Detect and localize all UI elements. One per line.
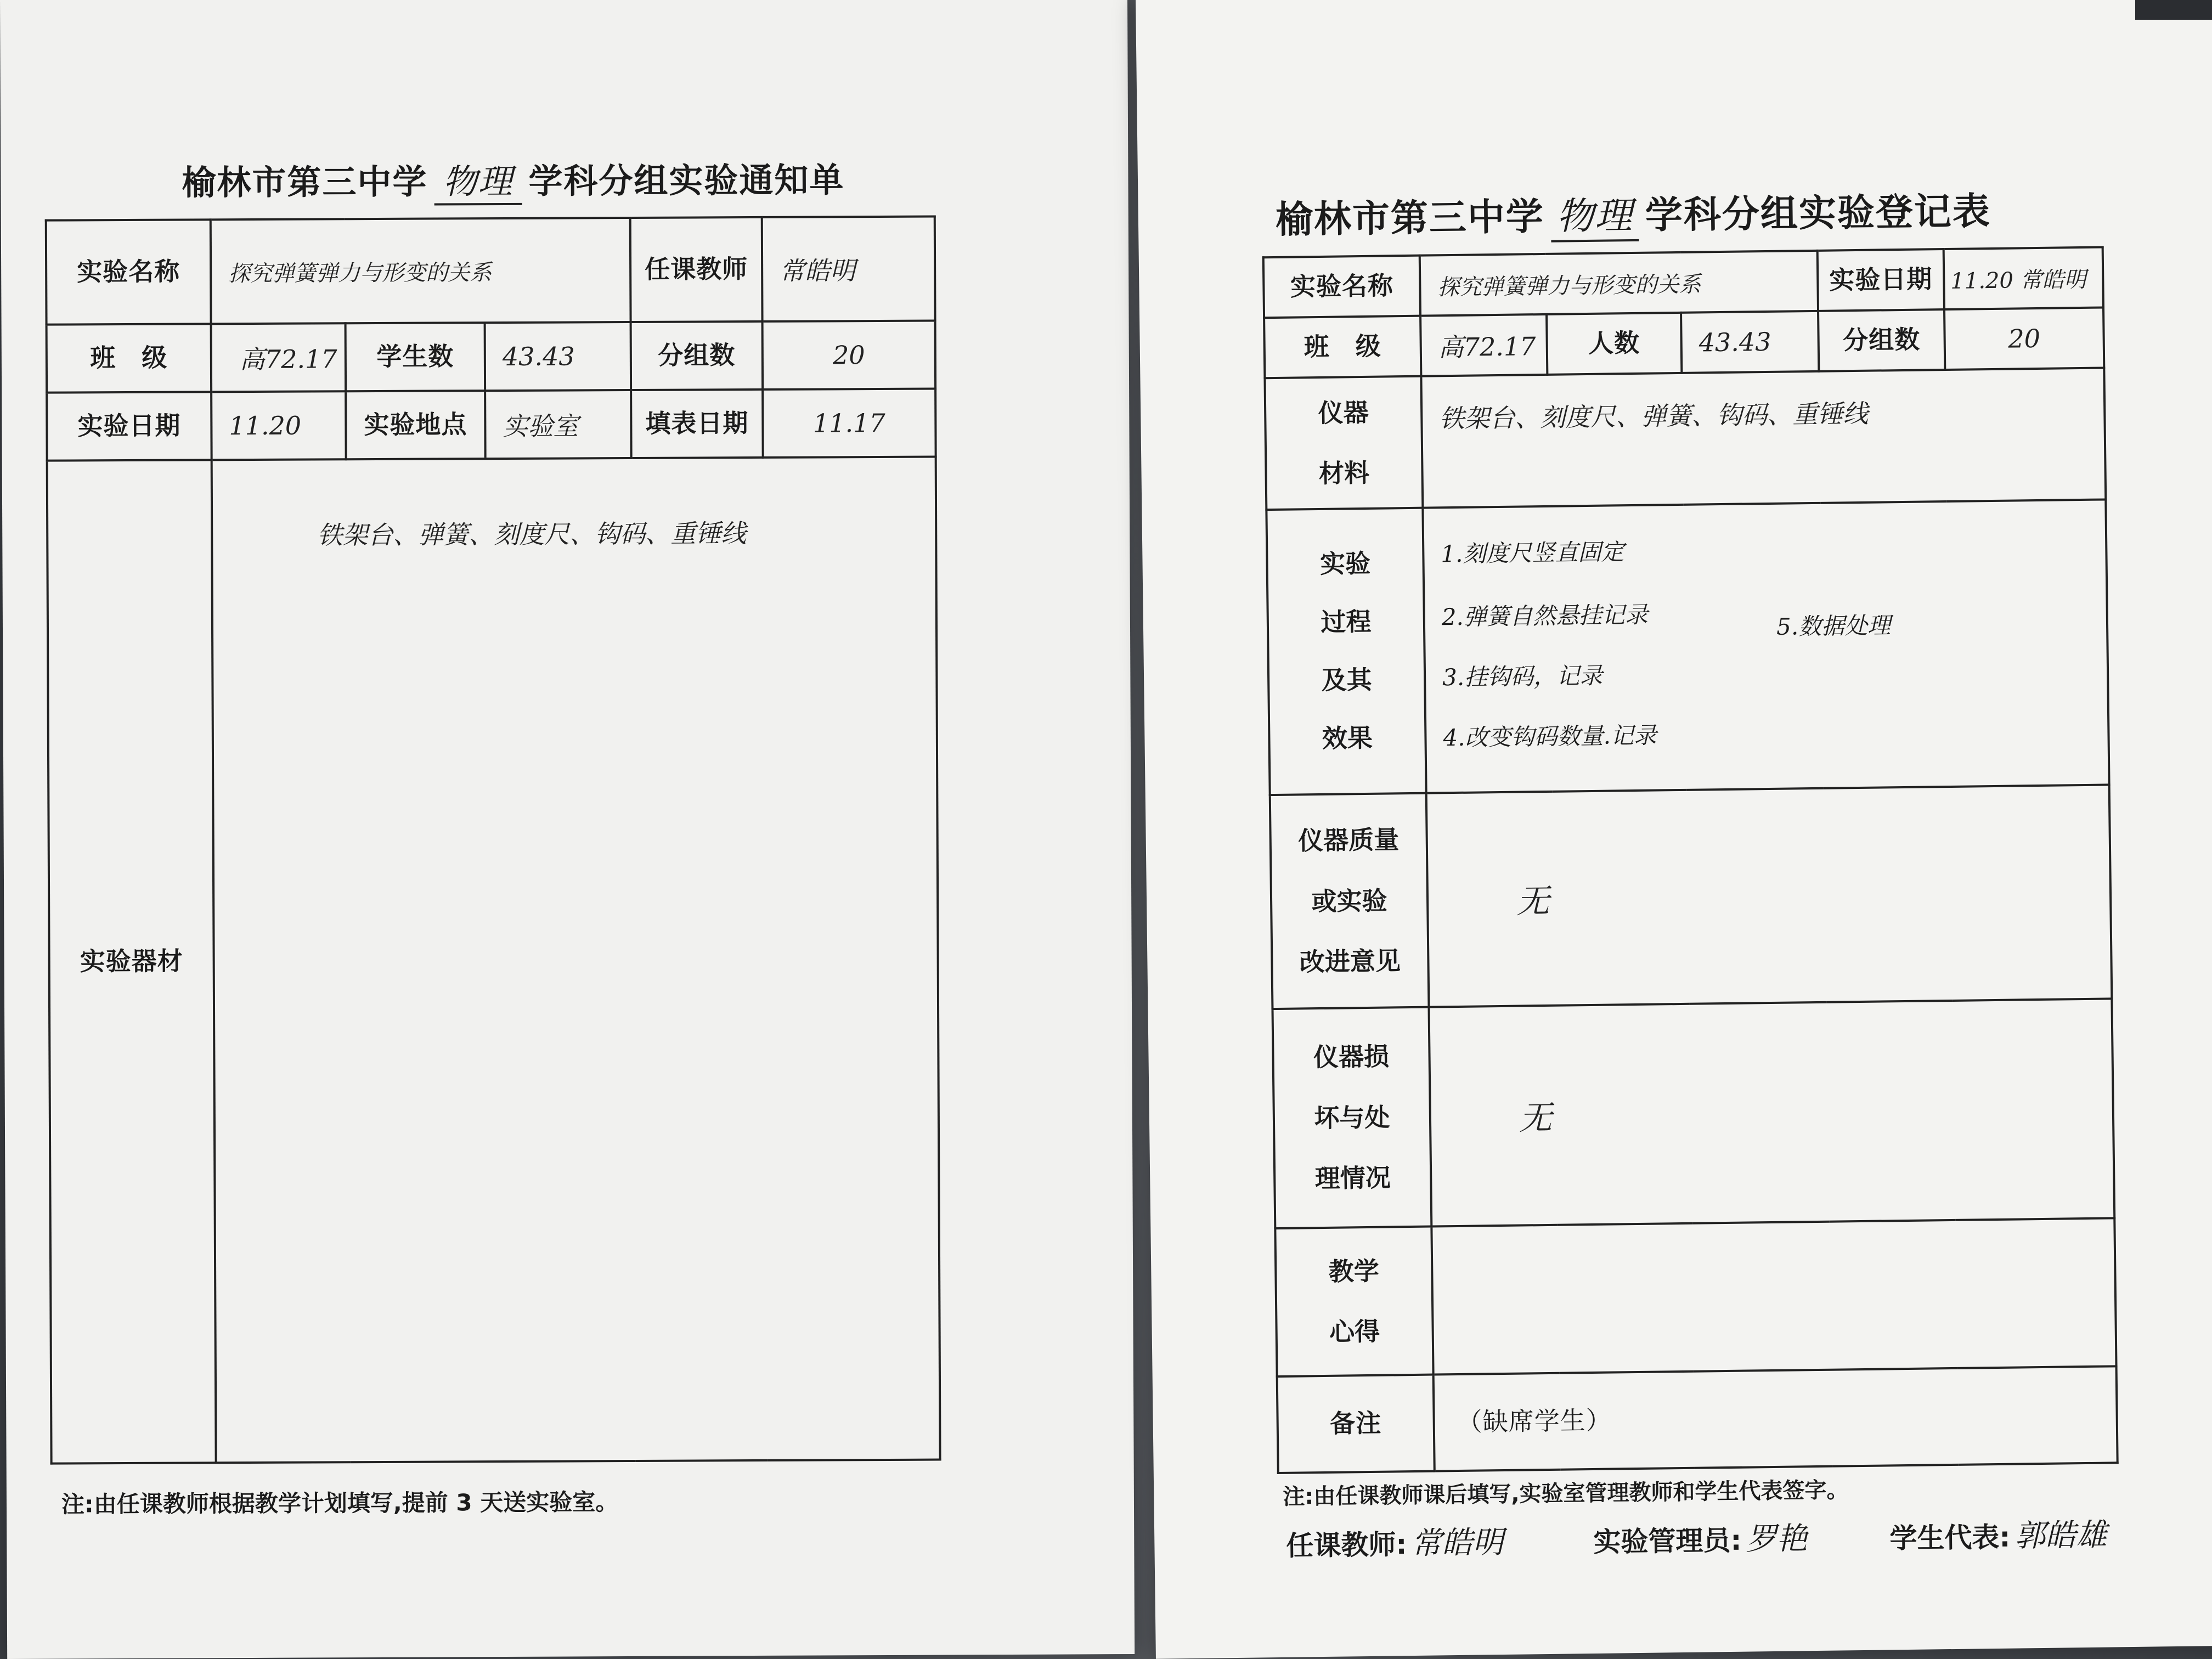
label-teacher: 任课教师 <box>630 217 763 322</box>
label-class: 班 级 <box>1264 316 1421 378</box>
value-groups: 20 <box>763 321 936 390</box>
register-footnote: 注:由任课教师课后填写,实验室管理教师和学生代表签字。 <box>1283 1477 1849 1510</box>
register-table <box>1262 246 2119 1474</box>
value-students: 43.43 <box>502 341 575 372</box>
signature-teacher-name: 常皓明 <box>1411 1525 1504 1562</box>
signature-student-label: 学生代表: <box>1889 1521 2011 1555</box>
notice-title <box>182 153 844 206</box>
value-damage: 无 <box>1429 998 2114 1226</box>
label-date: 实验日期 <box>47 392 212 460</box>
label-teaching-line2: 心得 <box>1329 1316 1380 1347</box>
label-materials: 实验器材 <box>47 460 216 1463</box>
label-teaching <box>1275 1227 1433 1376</box>
label-damage-line2: 坏与处 <box>1314 1102 1390 1133</box>
process-step-1: 1.刻度尺竖直固定 <box>1441 538 1624 568</box>
label-quality-line1: 仪器质量 <box>1297 825 1400 856</box>
value-experiment-name: 探究弹簧弹力与形变的关系 <box>211 218 631 324</box>
signature-admin-label: 实验管理员: <box>1593 1524 1742 1559</box>
notice-title-prefix: 榆林市第三中学 <box>182 161 428 203</box>
label-people: 人数 <box>1547 313 1681 375</box>
value-class: 高72.17 <box>239 344 337 375</box>
label-quality-line2: 或实验 <box>1311 885 1387 917</box>
notice-title-suffix: 学科分组实验通知单 <box>528 160 845 201</box>
label-equipment-line2: 材料 <box>1318 458 1370 488</box>
value-teacher: 常皓明 <box>762 217 935 321</box>
value-remarks: （缺席学生） <box>1434 1366 2118 1471</box>
label-process-line2: 过程 <box>1321 607 1372 637</box>
label-students: 学生数 <box>347 324 487 390</box>
background-corner <box>2135 0 2212 20</box>
process-steps <box>1423 499 2109 793</box>
label-groups: 分组数 <box>631 321 763 390</box>
value-place: 实验室 <box>503 411 579 442</box>
value-groups: 20 <box>1944 307 2104 370</box>
value-teaching <box>1431 1218 2116 1374</box>
label-process-line1: 实验 <box>1319 549 1371 579</box>
value-quality: 无 <box>1426 785 2112 1007</box>
label-teaching-line1: 教学 <box>1328 1256 1380 1286</box>
label-experiment-name: 实验名称 <box>1263 256 1420 318</box>
label-process-line4: 效果 <box>1322 723 1373 753</box>
signature-student <box>1889 1511 2107 1558</box>
label-process-line3: 及其 <box>1321 664 1372 695</box>
label-equipment-line1: 仪器 <box>1318 397 1369 428</box>
label-experiment-name: 实验名称 <box>46 219 211 324</box>
process-step-4: 4.改变钩码数量.记录 <box>1443 721 1657 752</box>
register-sheet <box>1136 0 2212 1659</box>
label-place: 实验地点 <box>347 392 487 458</box>
register-subject: 物理 <box>1550 186 1639 242</box>
signature-teacher <box>1286 1518 1504 1565</box>
label-remarks: 备注 <box>1277 1375 1435 1473</box>
label-damage-line1: 仪器损 <box>1313 1041 1390 1073</box>
signature-admin-name: 罗艳 <box>1745 1521 1808 1558</box>
register-title-prefix: 榆林市第三中学 <box>1275 195 1545 242</box>
notice-table <box>45 216 941 1465</box>
value-class: 高72.17 <box>1420 314 1547 376</box>
value-experiment-name: 探究弹簧弹力与形变的关系 <box>1420 251 1818 316</box>
label-groups: 分组数 <box>1818 309 1945 371</box>
label-damage-line3: 理情况 <box>1314 1163 1391 1194</box>
label-class: 班 级 <box>47 324 212 392</box>
label-quality-line3: 改进意见 <box>1299 946 1401 977</box>
process-step-3: 3.挂钩码，记录 <box>1442 662 1603 691</box>
value-people: 43.43 <box>1681 311 1819 373</box>
label-fill-date: 填表日期 <box>631 390 763 458</box>
value-date: 11.20 <box>211 391 346 460</box>
signature-teacher-label: 任课教师: <box>1286 1528 1407 1562</box>
label-quality <box>1270 793 1429 1009</box>
label-date: 实验日期 <box>1818 249 1944 311</box>
register-title <box>1275 182 1991 246</box>
value-materials: 铁架台、弹簧、刻度尺、钩码、重锤线 <box>317 518 747 550</box>
register-title-suffix: 学科分组实验登记表 <box>1645 189 1991 238</box>
notice-subject: 物理 <box>434 154 522 206</box>
process-step-5: 5.数据处理 <box>1776 612 1891 640</box>
value-fill-date: 11.17 <box>763 389 936 458</box>
label-equipment <box>1265 376 1423 510</box>
label-process <box>1266 508 1426 795</box>
process-step-2: 2.弹簧自然悬挂记录 <box>1441 601 1649 631</box>
signature-admin <box>1593 1514 1808 1561</box>
value-date: 11.20 常皓明 <box>1944 247 2103 309</box>
signature-student-name: 郭皓雄 <box>2014 1517 2107 1554</box>
label-damage <box>1272 1007 1431 1228</box>
notice-footnote: 注:由任课教师根据教学计划填写,提前 3 天送实验室。 <box>61 1488 619 1518</box>
value-equipment: 铁架台、刻度尺、弹簧、钩码、重锤线 <box>1439 398 1869 434</box>
